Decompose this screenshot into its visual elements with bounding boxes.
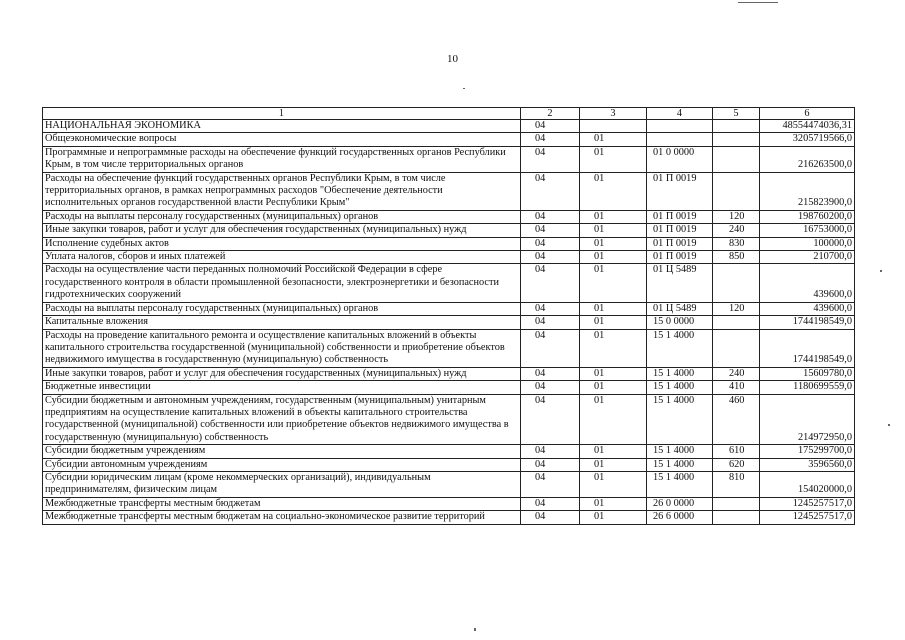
expense-type-cell [713,264,760,302]
subsection-code-cell: 01 [580,394,647,445]
column-header: 5 [713,108,760,120]
row-name-cell: Иные закупки товаров, работ и услуг для обеспечения государственных (муниципальных) нужд [43,367,521,380]
target-article-cell: 15 1 4000 [647,445,713,458]
row-name-cell: НАЦИОНАЛЬНАЯ ЭКОНОМИКА [43,120,521,133]
expense-type-cell [713,329,760,367]
expense-type-cell: 810 [713,471,760,497]
column-header: 3 [580,108,647,120]
subsection-code-cell: 01 [580,329,647,367]
section-code-cell: 04 [521,302,580,315]
target-article-cell: 01 П 0019 [647,172,713,210]
column-header: 1 [43,108,521,120]
table-row [43,133,855,146]
subsection-code-cell: 01 [580,133,647,146]
table-row [43,394,855,445]
row-name-cell: Капитальные вложения [43,316,521,329]
target-article-cell: 01 П 0019 [647,237,713,250]
table-header-row [43,108,855,120]
scan-speck [880,270,882,272]
target-article-cell: 15 1 4000 [647,381,713,394]
section-code-cell: 04 [521,329,580,367]
section-code-cell: 04 [521,146,580,172]
expense-type-cell: 850 [713,251,760,264]
amount-cell: 175299700,0 [760,445,855,458]
target-article-cell: 15 0 0000 [647,316,713,329]
section-code-cell: 04 [521,367,580,380]
row-name-cell: Субсидии бюджетным и автономным учреждениям, государственным (муниципальным) унитарным предприятиям на осуществление капитальных вложений в объекты капитального строительства государственной (муниципальной) собственности или приобретение объектов недвижимого имущества в государственную (муниципальную) собственность [43,394,521,445]
amount-cell: 3596560,0 [760,458,855,471]
target-article-cell: 01 П 0019 [647,224,713,237]
subsection-code-cell: 01 [580,458,647,471]
target-article-cell [647,120,713,133]
table-row [43,316,855,329]
section-code-cell: 04 [521,133,580,146]
table-row [43,120,855,133]
row-name-cell: Субсидии юридическим лицам (кроме некоммерческих организаций), индивидуальным предпринимателям, физическим лицам [43,471,521,497]
expense-type-cell [713,511,760,524]
expense-type-cell [713,497,760,510]
target-article-cell: 01 Ц 5489 [647,264,713,302]
row-name-cell: Межбюджетные трансферты местным бюджетам [43,497,521,510]
subsection-code-cell: 01 [580,497,647,510]
table-body [43,120,855,525]
target-article-cell: 01 П 0019 [647,210,713,223]
scan-speck [463,88,465,89]
table-row [43,237,855,250]
target-article-cell: 26 6 0000 [647,511,713,524]
expense-type-cell [713,133,760,146]
table-row [43,458,855,471]
amount-cell: 215823900,0 [760,172,855,210]
target-article-cell: 15 1 4000 [647,367,713,380]
expense-type-cell: 240 [713,224,760,237]
expense-type-cell: 120 [713,302,760,315]
amount-cell: 100000,0 [760,237,855,250]
subsection-code-cell: 01 [580,224,647,237]
table-row [43,251,855,264]
section-code-cell: 04 [521,237,580,250]
table-row [43,511,855,524]
amount-cell: 1744198549,0 [760,316,855,329]
amount-cell: 48554474036,31 [760,120,855,133]
target-article-cell: 15 1 4000 [647,458,713,471]
expense-type-cell: 620 [713,458,760,471]
section-code-cell: 04 [521,120,580,133]
subsection-code-cell: 01 [580,316,647,329]
subsection-code-cell: 01 [580,511,647,524]
amount-cell: 210700,0 [760,251,855,264]
row-name-cell: Расходы на обеспечение функций государственных органов Республики Крым, в том числе территориальных органов, в рамках непрограммных расходов "Обеспечение деятельности исполнительных органов государственной власти Республики Крым" [43,172,521,210]
subsection-code-cell: 01 [580,172,647,210]
section-code-cell: 04 [521,394,580,445]
expense-type-cell: 830 [713,237,760,250]
expense-type-cell: 460 [713,394,760,445]
section-code-cell: 04 [521,224,580,237]
table-row [43,367,855,380]
column-header: 2 [521,108,580,120]
column-header: 6 [760,108,855,120]
row-name-cell: Уплата налогов, сборов и иных платежей [43,251,521,264]
expense-type-cell: 240 [713,367,760,380]
subsection-code-cell [580,120,647,133]
expense-type-cell [713,120,760,133]
amount-cell: 439600,0 [760,302,855,315]
subsection-code-cell: 01 [580,471,647,497]
scan-speck [474,628,476,631]
table-row [43,381,855,394]
subsection-code-cell: 01 [580,210,647,223]
amount-cell: 214972950,0 [760,394,855,445]
target-article-cell [647,133,713,146]
amount-cell: 1744198549,0 [760,329,855,367]
row-name-cell: Бюджетные инвестиции [43,381,521,394]
table-row [43,172,855,210]
subsection-code-cell: 01 [580,445,647,458]
scan-line-top [738,2,778,3]
target-article-cell: 01 0 0000 [647,146,713,172]
table-row [43,471,855,497]
subsection-code-cell: 01 [580,251,647,264]
target-article-cell: 15 1 4000 [647,394,713,445]
subsection-code-cell: 01 [580,264,647,302]
table-row [43,302,855,315]
expense-type-cell: 410 [713,381,760,394]
section-code-cell: 04 [521,251,580,264]
row-name-cell: Общеэкономические вопросы [43,133,521,146]
amount-cell: 439600,0 [760,264,855,302]
section-code-cell: 04 [521,316,580,329]
amount-cell: 3205719566,0 [760,133,855,146]
table-row [43,329,855,367]
table-row [43,497,855,510]
target-article-cell: 15 1 4000 [647,329,713,367]
target-article-cell: 26 0 0000 [647,497,713,510]
amount-cell: 15609780,0 [760,367,855,380]
section-code-cell: 04 [521,458,580,471]
row-name-cell: Субсидии бюджетным учреждениям [43,445,521,458]
section-code-cell: 04 [521,511,580,524]
section-code-cell: 04 [521,497,580,510]
table-row [43,210,855,223]
expense-type-cell [713,172,760,210]
target-article-cell: 01 Ц 5489 [647,302,713,315]
amount-cell: 216263500,0 [760,146,855,172]
section-code-cell: 04 [521,471,580,497]
section-code-cell: 04 [521,445,580,458]
row-name-cell: Расходы на проведение капитального ремонта и осуществление капитальных вложений в объекты капитального строительства государственной (муниципальной) собственности и приобретение объектов недвижимого имущества в государственную (муниципальную) собственность [43,329,521,367]
amount-cell: 1245257517,0 [760,511,855,524]
table-row [43,224,855,237]
section-code-cell: 04 [521,210,580,223]
section-code-cell: 04 [521,381,580,394]
row-name-cell: Межбюджетные трансферты местным бюджетам на социально-экономическое развитие территорий [43,511,521,524]
row-name-cell: Субсидии автономным учреждениям [43,458,521,471]
row-name-cell: Иные закупки товаров, работ и услуг для обеспечения государственных (муниципальных) нужд [43,224,521,237]
subsection-code-cell: 01 [580,146,647,172]
amount-cell: 1245257517,0 [760,497,855,510]
table-row [43,146,855,172]
amount-cell: 1180699559,0 [760,381,855,394]
section-code-cell: 04 [521,172,580,210]
target-article-cell: 15 1 4000 [647,471,713,497]
expense-type-cell: 120 [713,210,760,223]
amount-cell: 154020000,0 [760,471,855,497]
row-name-cell: Исполнение судебных актов [43,237,521,250]
table-row [43,264,855,302]
table-row [43,445,855,458]
row-name-cell: Программные и непрограммные расходы на обеспечение функций государственных органов Республики Крым, в том числе территориальных органов [43,146,521,172]
target-article-cell: 01 П 0019 [647,251,713,264]
budget-table [42,107,855,525]
expense-type-cell [713,146,760,172]
expense-type-cell [713,316,760,329]
scan-speck [888,424,890,426]
subsection-code-cell: 01 [580,381,647,394]
subsection-code-cell: 01 [580,302,647,315]
row-name-cell: Расходы на выплаты персоналу государственных (муниципальных) органов [43,302,521,315]
amount-cell: 198760200,0 [760,210,855,223]
row-name-cell: Расходы на выплаты персоналу государственных (муниципальных) органов [43,210,521,223]
expense-type-cell: 610 [713,445,760,458]
column-header: 4 [647,108,713,120]
amount-cell: 16753000,0 [760,224,855,237]
page-number: 10 [447,53,458,65]
subsection-code-cell: 01 [580,367,647,380]
section-code-cell: 04 [521,264,580,302]
row-name-cell: Расходы на осуществление части переданных полномочий Российской Федерации в сфере государственного контроля в области промышленной безопасности, электроэнергетики и безопасности гидротехнических сооружений [43,264,521,302]
subsection-code-cell: 01 [580,237,647,250]
